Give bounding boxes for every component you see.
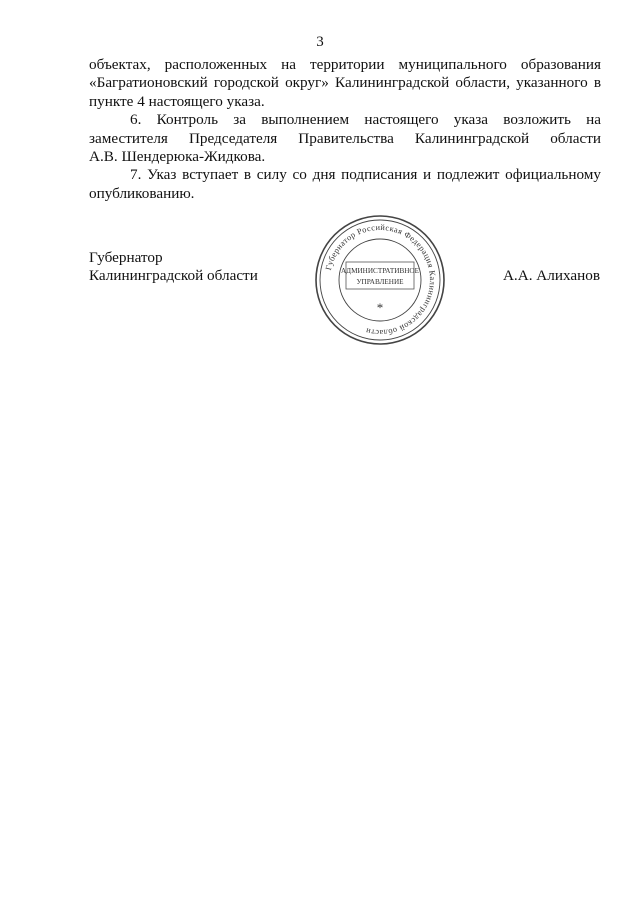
paragraph-continuation — [89, 56, 601, 111]
paragraph-item-6 — [89, 111, 601, 166]
text-line: «Багратионовский городской округ» Калининградской области, указанного в — [89, 74, 601, 92]
position-title: Губернатор — [89, 249, 163, 266]
text-line: А.В. Шендерюка-Жидкова. — [89, 148, 266, 166]
text-line: опубликованию. — [89, 184, 195, 202]
signatory-position — [89, 249, 258, 286]
seal-star-icon: * — [376, 300, 384, 315]
text-line: объектах, расположенных на территории муниципального образования — [89, 56, 601, 73]
text-line: 6. Контроль за выполнением настоящего указа возложить на — [130, 111, 601, 129]
paragraph-item-7 — [89, 166, 601, 203]
text-line: пункте 4 настоящего указа. — [89, 92, 265, 110]
page-number: 3 — [316, 34, 324, 50]
position-region: Калининградской области — [89, 267, 258, 285]
decree-body — [89, 56, 601, 203]
text-line: заместителя Председателя Правительства Калининградской области — [89, 129, 601, 147]
seal-inner-line-2: УПРАВЛЕНИЕ — [356, 278, 404, 286]
official-seal — [312, 212, 448, 348]
seal-inner-line-1: АДМИНИСТРАТИВНОЕ — [340, 267, 420, 275]
seal-ring-text: Губернатор Российская Федерация Калининградской области — [324, 222, 438, 338]
text-line: 7. Указ вступает в силу со дня подписания и подлежит официальному — [130, 166, 601, 184]
signatory-name: А.А. Алиханов — [502, 267, 600, 284]
